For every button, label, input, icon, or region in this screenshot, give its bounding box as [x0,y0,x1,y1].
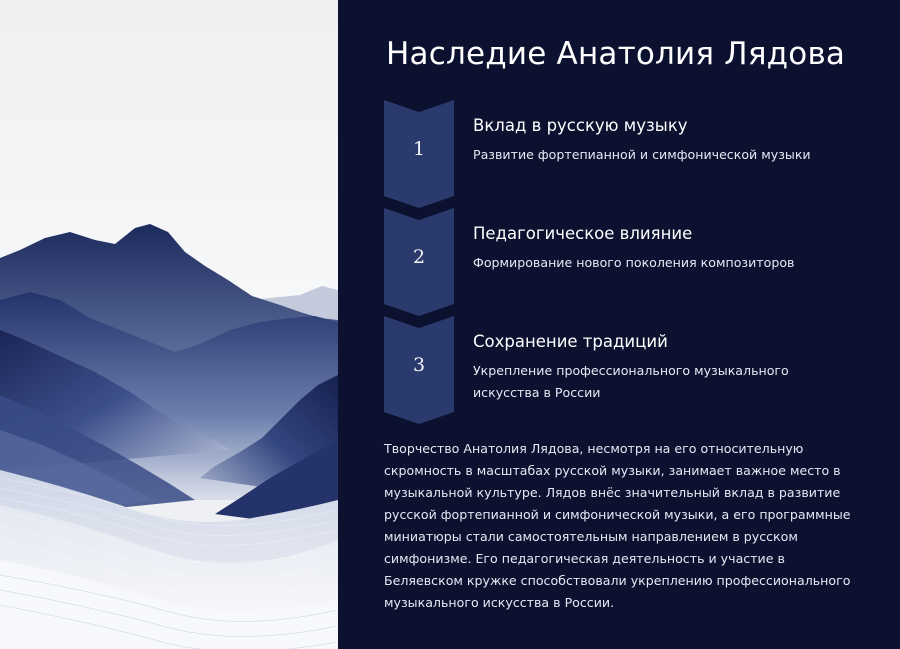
mountain-landscape-image [0,0,338,649]
step-number: 3 [412,354,426,376]
step-description: Формирование нового поколения композиторов [473,255,795,270]
step-title: Вклад в русскую музыку [473,116,688,135]
step-title: Сохранение традиций [473,332,668,351]
step-number: 1 [412,138,426,160]
summary-paragraph: Творчество Анатолия Лядова, несмотря на его относительную скромность в масштабах русской музыки, занимает важное место в музыкальной культуре. Лядов внёс значительный вклад в развитие русской фортепианной и симфонической музыки, а его программные миниатюры стали самостоятельным направлением в русском симфонизме. Его педагогическая деятельность и участие в Беляевском кружке способствовали укреплению профессионального музыкального искусства в России. [384,441,851,610]
content-panel [338,0,900,649]
step-2 [384,208,864,316]
step-description: Укрепление профессионального музыкального искусства в России [473,363,789,400]
step-description: Развитие фортепианной и симфонической музыки [473,147,811,162]
step-number: 2 [412,246,426,268]
step-3 [384,316,864,424]
step-1 [384,100,864,208]
slide-title: Наследие Анатолия Лядова [386,36,846,72]
step-title: Педагогическое влияние [473,224,693,243]
